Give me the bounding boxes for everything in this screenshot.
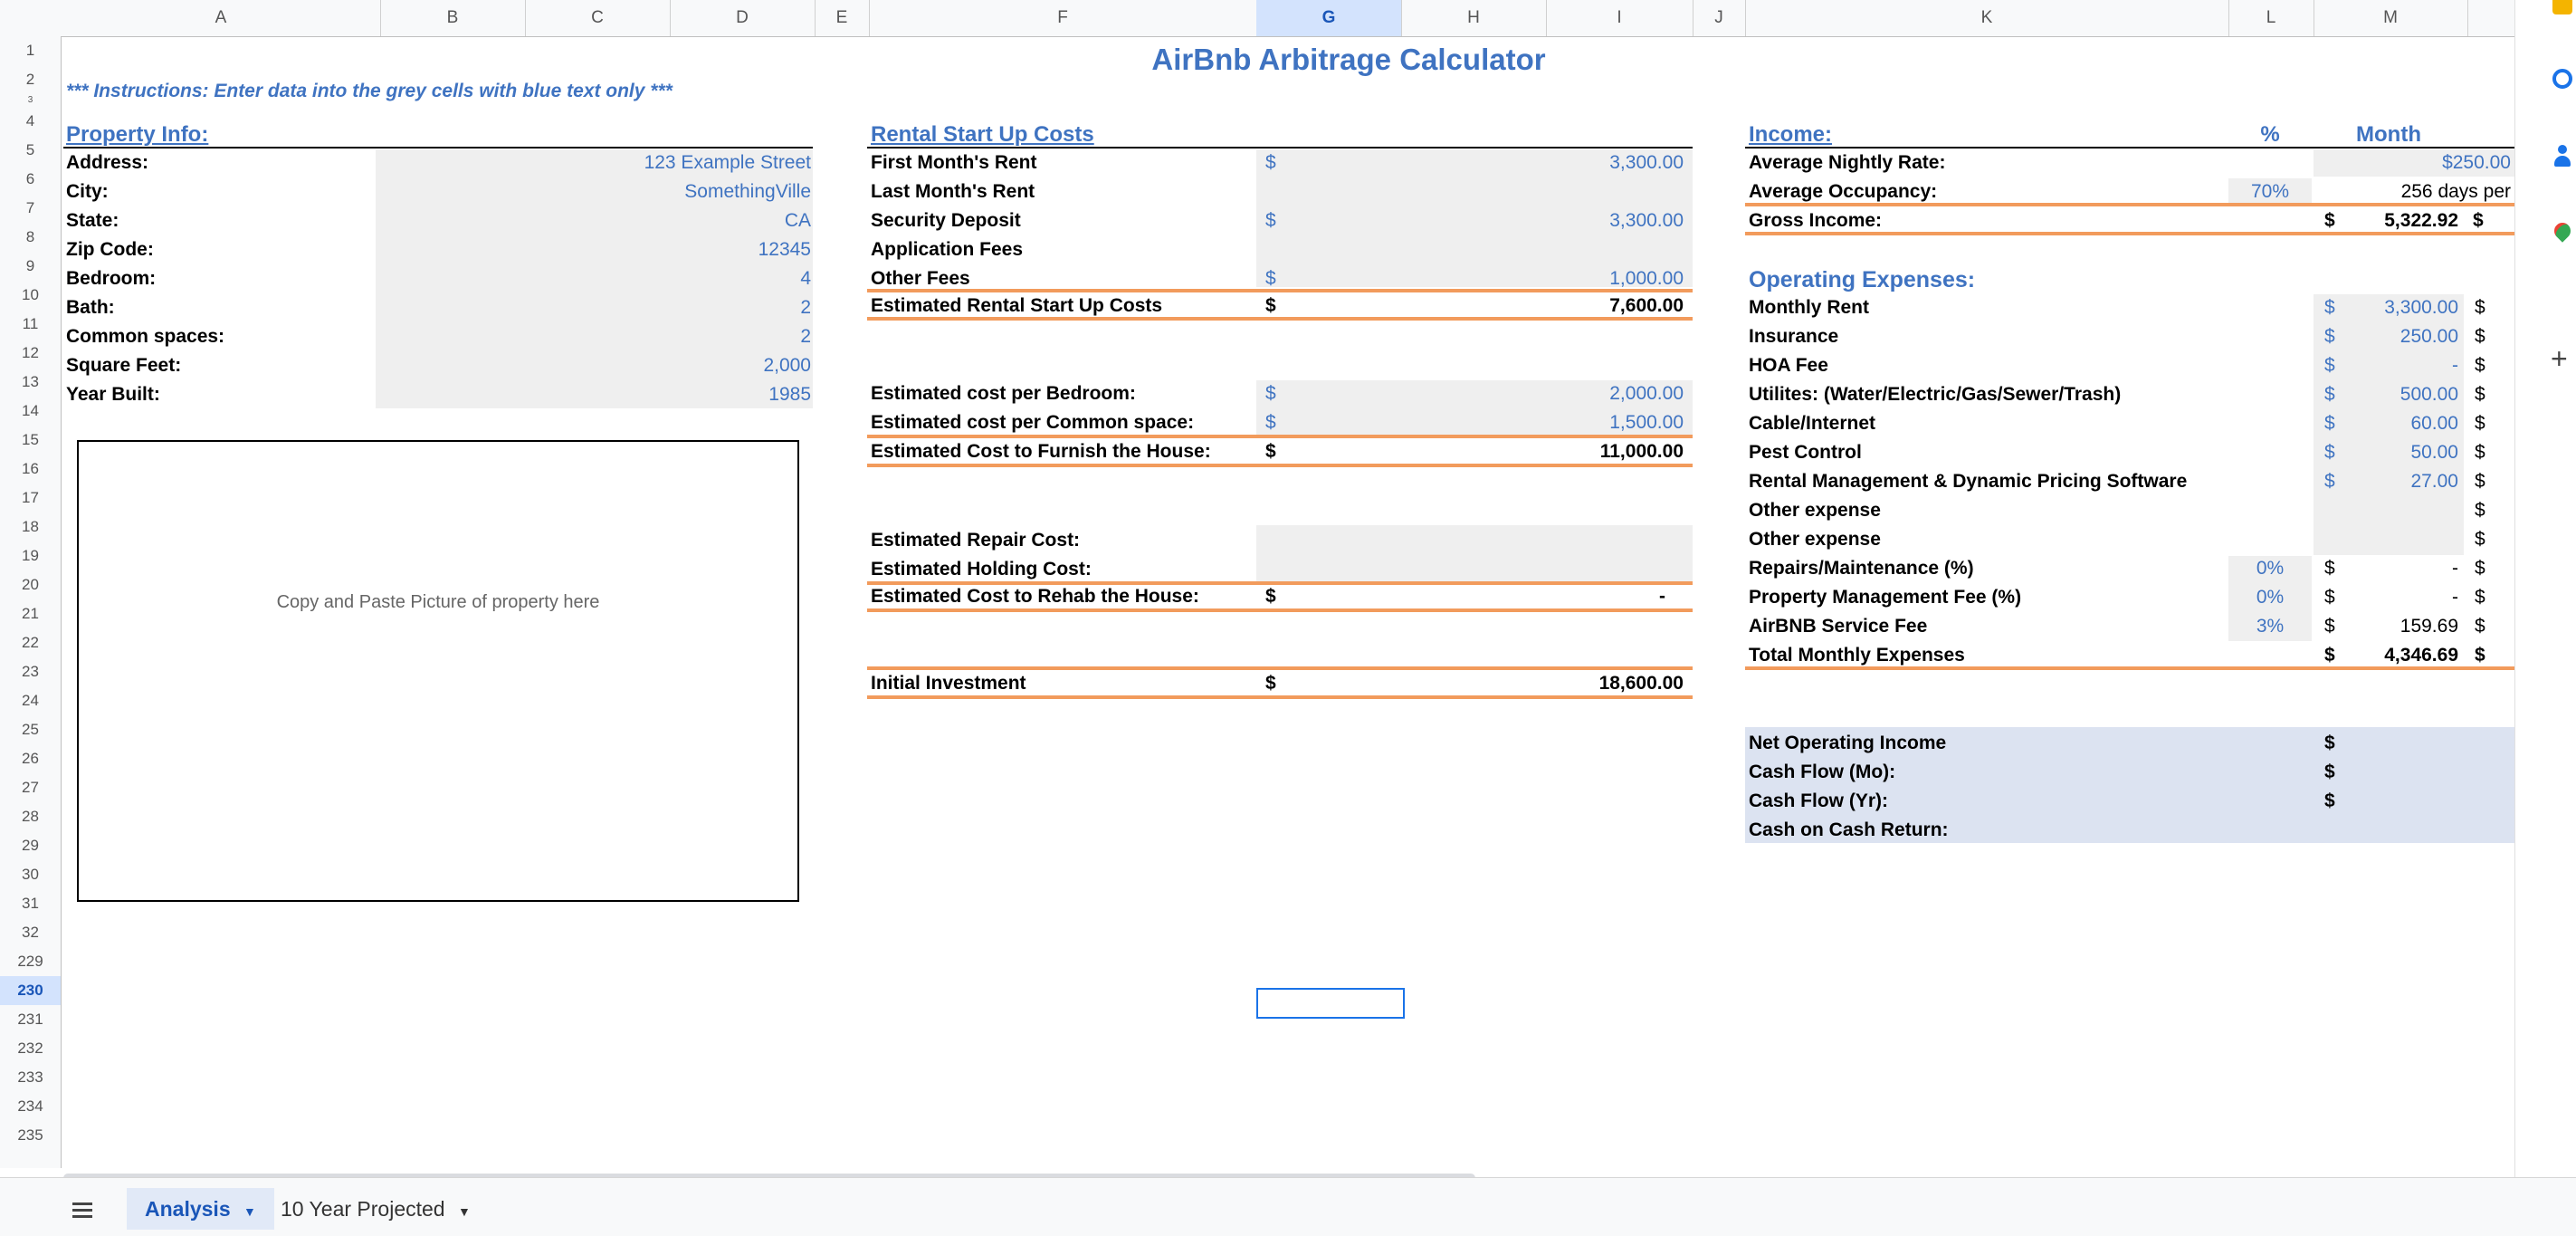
expense-label: Cable/Internet <box>1749 413 1876 434</box>
furnish-value[interactable]: 2,000.00 <box>1609 383 1684 404</box>
rehab-total-value: - <box>1659 586 1665 607</box>
furnish-currency[interactable]: $ <box>1265 383 1276 404</box>
row-header-bar <box>0 36 62 1168</box>
expense-extra: $ <box>2475 413 2485 434</box>
expense-value[interactable]: - <box>2452 587 2458 608</box>
startup-total-value: 7,600.00 <box>1609 295 1684 316</box>
expense-value[interactable]: 500.00 <box>2399 384 2458 405</box>
column-header-bar <box>0 0 2514 37</box>
property-label: Address: <box>66 152 149 173</box>
row-header-8[interactable]: 8 <box>25 228 35 245</box>
row-header-27[interactable]: 27 <box>22 779 39 796</box>
income-label: Average Occupancy: <box>1749 181 1938 202</box>
month-header: Month <box>2356 122 2421 147</box>
expense-currency[interactable]: $ <box>2324 442 2335 463</box>
startup-label: Security Deposit <box>871 210 1021 231</box>
property-label: State: <box>66 210 119 231</box>
rehab-total-label: Estimated Cost to Rehab the House: <box>871 586 1199 607</box>
tasks-icon[interactable] <box>2552 69 2572 89</box>
income-label: Average Nightly Rate: <box>1749 152 1946 173</box>
property-label: City: <box>66 181 109 202</box>
return-currency: $ <box>2324 790 2335 811</box>
pct-header: % <box>2260 122 2280 147</box>
tab-analysis[interactable] <box>127 1188 274 1230</box>
row-header-230[interactable]: 230 <box>0 976 61 1005</box>
startup-heading-rule <box>867 147 1693 149</box>
startup-label: Application Fees <box>871 239 1024 260</box>
income-heading-rule <box>1745 147 2514 149</box>
row-header-21[interactable]: 21 <box>22 605 39 622</box>
property-label: Bath: <box>66 297 115 318</box>
initial-rule-bottom <box>867 695 1693 699</box>
expense-total-extra: $ <box>2475 645 2485 666</box>
startup-value[interactable]: 3,300.00 <box>1609 210 1684 231</box>
column-header-d[interactable]: D <box>670 0 816 36</box>
row-header-1[interactable]: 1 <box>25 42 35 59</box>
income-value[interactable]: 5,322.92 <box>2384 210 2458 231</box>
furnish-total-rule-bottom <box>867 464 1693 467</box>
expense-extra: $ <box>2475 616 2485 637</box>
expense-pct[interactable]: 0% <box>2256 558 2285 579</box>
row-header-235[interactable]: 235 <box>17 1126 43 1144</box>
row-header-17[interactable]: 17 <box>22 489 39 506</box>
expense-value[interactable]: - <box>2452 355 2458 376</box>
property-heading: Property Info: <box>66 122 209 147</box>
occupancy-rule <box>1745 203 2514 206</box>
column-header-h[interactable]: H <box>1401 0 1547 36</box>
property-label: Square Feet: <box>66 355 182 376</box>
column-header-j[interactable]: J <box>1693 0 1746 36</box>
tab-projected-label: 10 Year Projected <box>281 1197 445 1221</box>
row-header-3[interactable]: 3 <box>27 95 33 105</box>
row-header-30[interactable]: 30 <box>22 866 39 883</box>
initial-label: Initial Investment <box>871 673 1026 694</box>
expense-currency[interactable]: $ <box>2324 616 2335 637</box>
furnish-value[interactable]: 1,500.00 <box>1609 412 1684 433</box>
income-value[interactable]: 256 days per <box>2400 181 2511 202</box>
expense-value[interactable]: 3,300.00 <box>2384 297 2458 318</box>
property-value[interactable]: 1985 <box>768 384 811 405</box>
row-header-11[interactable]: 11 <box>22 315 39 332</box>
expense-currency[interactable]: $ <box>2324 297 2335 318</box>
column-header-a[interactable]: A <box>62 0 381 36</box>
column-header-e[interactable]: E <box>815 0 870 36</box>
column-header-i[interactable]: I <box>1546 0 1693 36</box>
row-header-6[interactable]: 6 <box>25 170 35 187</box>
return-currency: $ <box>2324 733 2335 753</box>
rehab-total-rule-bottom <box>867 608 1693 612</box>
row-header-234[interactable]: 234 <box>17 1097 43 1115</box>
column-header-k[interactable]: K <box>1745 0 2229 36</box>
initial-currency: $ <box>1265 673 1276 694</box>
column-header-b[interactable]: B <box>380 0 526 36</box>
expense-label: Rental Management & Dynamic Pricing Software <box>1749 471 2188 492</box>
instructions-text: *** Instructions: Enter data into the grey cells with blue text only *** <box>66 81 673 101</box>
gross-income-rule <box>1745 232 2514 235</box>
keep-icon[interactable] <box>2552 0 2572 14</box>
return-label: Cash on Cash Return: <box>1749 819 1949 840</box>
chevron-down-icon[interactable]: ▼ <box>457 1204 471 1219</box>
row-header-18[interactable]: 18 <box>22 518 39 535</box>
expense-currency[interactable]: $ <box>2324 355 2335 376</box>
row-header-14[interactable]: 14 <box>22 402 39 419</box>
return-label: Cash Flow (Mo): <box>1749 762 1896 782</box>
tab-analysis-label: Analysis <box>145 1197 231 1221</box>
expense-value[interactable]: - <box>2452 558 2458 579</box>
expense-value[interactable]: 27.00 <box>2410 471 2458 492</box>
row-header-25[interactable]: 25 <box>22 721 39 738</box>
row-header-20[interactable]: 20 <box>22 576 39 593</box>
furnish-total-label: Estimated Cost to Furnish the House: <box>871 441 1211 462</box>
expense-extra: $ <box>2475 529 2485 550</box>
selected-cell-highlight[interactable] <box>1256 988 1405 1019</box>
row-header-2[interactable]: 2 <box>25 71 35 88</box>
row-header-13[interactable]: 13 <box>22 373 39 390</box>
row-header-31[interactable]: 31 <box>22 895 39 912</box>
property-label: Bedroom: <box>66 268 157 289</box>
expense-label: Utilites: (Water/Electric/Gas/Sewer/Trash) <box>1749 384 2122 405</box>
expense-total-rule <box>1745 666 2514 670</box>
expense-value[interactable]: 50.00 <box>2410 442 2458 463</box>
row-header-229[interactable]: 229 <box>17 953 43 970</box>
expense-currency[interactable]: $ <box>2324 558 2335 579</box>
property-value[interactable]: 123 Example Street <box>644 152 811 173</box>
expense-currency[interactable]: $ <box>2324 326 2335 347</box>
furnish-total-currency: $ <box>1265 441 1276 462</box>
rehab-label: Estimated Repair Cost: <box>871 530 1081 551</box>
startup-value[interactable]: 1,000.00 <box>1609 268 1684 289</box>
expense-label: AirBNB Service Fee <box>1749 616 1928 637</box>
income-currency: $ <box>2324 210 2335 231</box>
startup-total-label: Estimated Rental Start Up Costs <box>871 295 1163 316</box>
income-pct[interactable]: 70% <box>2250 181 2290 202</box>
expense-currency[interactable]: $ <box>2324 384 2335 405</box>
rehab-total-currency: $ <box>1265 586 1276 607</box>
expense-currency[interactable]: $ <box>2324 471 2335 492</box>
expense-value[interactable]: 250.00 <box>2399 326 2458 347</box>
picture-placeholder-text: Copy and Paste Picture of property here <box>276 592 600 612</box>
sheets-menu-icon[interactable] <box>72 1202 92 1217</box>
maps-icon[interactable] <box>2554 223 2571 244</box>
property-value[interactable]: CA <box>784 210 811 231</box>
startup-label: First Month's Rent <box>871 152 1037 173</box>
expense-label: Other expense <box>1749 500 1881 521</box>
income-heading: Income: <box>1749 122 1833 147</box>
furnish-label: Estimated cost per Bedroom: <box>871 383 1136 404</box>
column-header-g[interactable]: G <box>1256 0 1402 36</box>
column-header-l[interactable]: L <box>2228 0 2314 36</box>
expense-label: Other expense <box>1749 529 1881 550</box>
expense-extra: $ <box>2475 471 2485 492</box>
row-header-232[interactable]: 232 <box>17 1040 43 1057</box>
initial-value: 18,600.00 <box>1598 673 1684 694</box>
expense-total-label: Total Monthly Expenses <box>1749 645 1965 666</box>
income-value[interactable]: $250.00 <box>2442 152 2511 173</box>
return-currency: $ <box>2324 762 2335 782</box>
expense-value[interactable]: 159.69 <box>2399 616 2458 637</box>
property-label: Common spaces: <box>66 326 225 347</box>
row-header-4[interactable]: 4 <box>25 112 35 129</box>
expense-total-currency: $ <box>2324 645 2335 666</box>
property-value[interactable]: 12345 <box>758 239 811 260</box>
expense-extra: $ <box>2475 384 2485 405</box>
income-label: Gross Income: <box>1749 210 1883 231</box>
expense-label: Property Management Fee (%) <box>1749 587 2022 608</box>
column-header-m[interactable]: M <box>2314 0 2468 36</box>
expense-label: Pest Control <box>1749 442 1862 463</box>
column-header-c[interactable]: C <box>525 0 671 36</box>
expenses-heading: Operating Expenses: <box>1749 267 1976 292</box>
expense-label: Repairs/Maintenance (%) <box>1749 558 1974 579</box>
property-label: Zip Code: <box>66 239 154 260</box>
row-header-23[interactable]: 23 <box>22 663 39 680</box>
row-header-7[interactable]: 7 <box>25 199 35 216</box>
expense-total-value: 4,346.69 <box>2384 645 2458 666</box>
property-picture-box[interactable] <box>77 440 799 902</box>
startup-label: Other Fees <box>871 268 970 289</box>
expense-pct[interactable]: 3% <box>2256 616 2285 637</box>
row-header-29[interactable]: 29 <box>22 837 39 854</box>
row-header-26[interactable]: 26 <box>22 750 39 767</box>
row-header-28[interactable]: 28 <box>22 808 39 825</box>
row-header-12[interactable]: 12 <box>22 344 39 361</box>
row-header-24[interactable]: 24 <box>22 692 39 709</box>
chevron-down-icon[interactable]: ▼ <box>243 1204 256 1219</box>
row-header-16[interactable]: 16 <box>22 460 39 477</box>
expense-label: Insurance <box>1749 326 1839 347</box>
property-value[interactable]: 2 <box>800 326 811 347</box>
side-panel <box>2514 0 2576 1235</box>
expense-label: HOA Fee <box>1749 355 1828 376</box>
return-label: Cash Flow (Yr): <box>1749 790 1889 811</box>
expense-extra: $ <box>2475 355 2485 376</box>
expense-pct[interactable]: 0% <box>2256 587 2285 608</box>
expense-currency[interactable]: $ <box>2324 413 2335 434</box>
property-label: Year Built: <box>66 384 160 405</box>
property-value[interactable]: 2 <box>800 297 811 318</box>
expense-extra: $ <box>2475 587 2485 608</box>
property-value[interactable]: 2,000 <box>763 355 811 376</box>
startup-label: Last Month's Rent <box>871 181 1035 202</box>
startup-total-rule-bottom <box>867 317 1693 321</box>
property-value[interactable]: SomethingVille <box>684 181 811 202</box>
income-extra: $ <box>2473 210 2484 231</box>
return-label: Net Operating Income <box>1749 733 1947 753</box>
row-header-9[interactable]: 9 <box>25 257 35 274</box>
property-heading-rule <box>63 147 813 149</box>
startup-currency[interactable]: $ <box>1265 210 1276 231</box>
furnish-total-value: 11,000.00 <box>1599 441 1684 462</box>
expense-extra: $ <box>2475 442 2485 463</box>
property-value[interactable]: 4 <box>800 268 811 289</box>
expense-extra: $ <box>2475 297 2485 318</box>
expense-currency[interactable]: $ <box>2324 587 2335 608</box>
row-header-5[interactable]: 5 <box>25 141 35 158</box>
startup-total-currency: $ <box>1265 295 1276 316</box>
expense-value[interactable]: 60.00 <box>2410 413 2458 434</box>
expense-extra: $ <box>2475 500 2485 521</box>
tab-10-year-projected[interactable] <box>262 1188 489 1230</box>
row-header-10[interactable]: 10 <box>22 286 39 303</box>
row-header-22[interactable]: 22 <box>22 634 39 651</box>
row-header-233[interactable]: 233 <box>17 1068 43 1086</box>
row-header-32[interactable]: 32 <box>22 924 39 941</box>
rehab-label: Estimated Holding Cost: <box>871 559 1092 580</box>
startup-value[interactable]: 3,300.00 <box>1609 152 1684 173</box>
expense-extra: $ <box>2475 558 2485 579</box>
startup-currency[interactable]: $ <box>1265 152 1276 173</box>
furnish-label: Estimated cost per Common space: <box>871 412 1195 433</box>
contacts-icon[interactable] <box>2554 145 2571 168</box>
startup-currency[interactable]: $ <box>1265 268 1276 289</box>
sheet-title: AirBnb Arbitrage Calculator <box>1151 43 1546 76</box>
row-header-15[interactable]: 15 <box>22 431 39 448</box>
column-header-f[interactable]: F <box>869 0 1257 36</box>
rehab-input-area[interactable] <box>1256 525 1693 581</box>
expense-extra: $ <box>2475 326 2485 347</box>
furnish-currency[interactable]: $ <box>1265 412 1276 433</box>
row-header-231[interactable]: 231 <box>17 1011 43 1028</box>
expense-label: Monthly Rent <box>1749 297 1869 318</box>
startup-heading: Rental Start Up Costs <box>871 122 1094 147</box>
add-addon-icon[interactable]: + <box>2551 342 2568 375</box>
row-header-19[interactable]: 19 <box>22 547 39 564</box>
